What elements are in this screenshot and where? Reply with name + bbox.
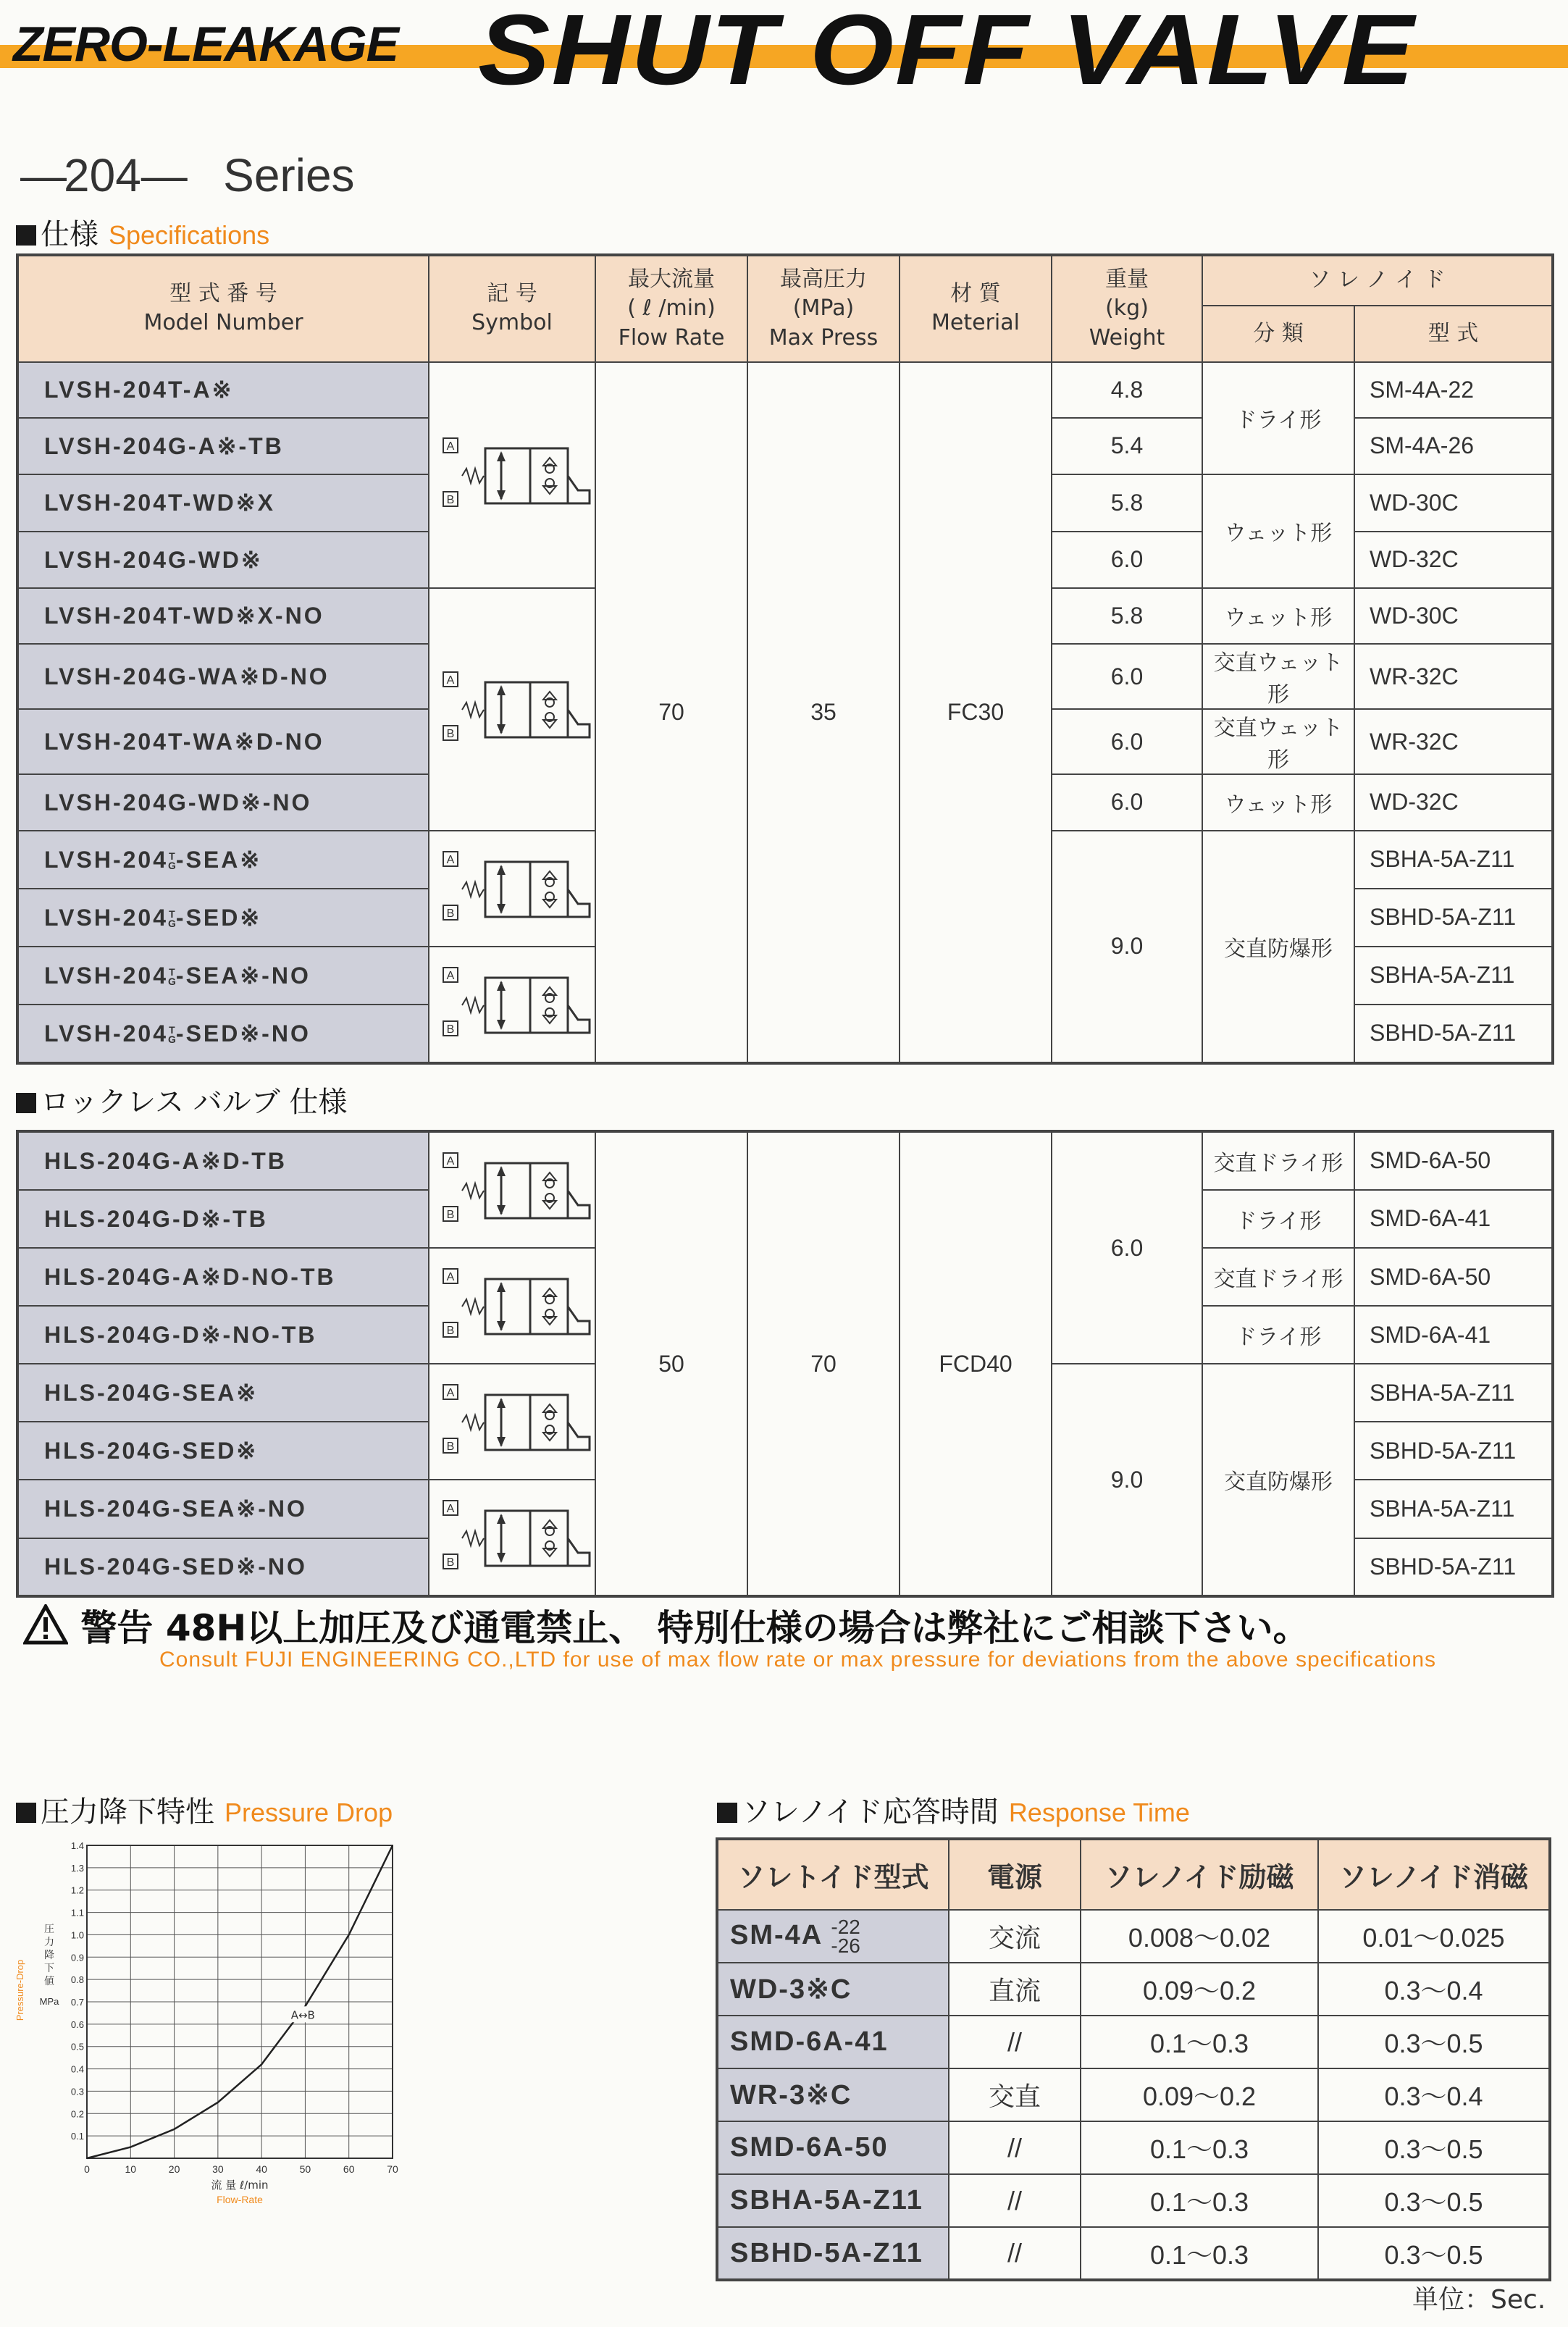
model-cell: LVSH-204G-WD※ xyxy=(17,532,429,588)
series-label: A↔B xyxy=(290,2008,315,2022)
valve-box-1 xyxy=(485,862,530,917)
warning-line: 警告 48H以上加圧及び通電禁止、 特別仕様の場合は弊社にご相談下さい。 xyxy=(23,1599,1309,1651)
weight-cell: 5.8 xyxy=(1052,588,1202,645)
resp-on-cell: 0.1〜0.3 xyxy=(1081,2227,1318,2280)
resp-off-cell: 0.3〜0.4 xyxy=(1318,2068,1550,2121)
arrow-down-icon xyxy=(497,1020,506,1030)
valve-box-2 xyxy=(530,1395,568,1450)
valve-box-1 xyxy=(485,1395,530,1450)
model-cell: HLS-204G-D※-TB xyxy=(17,1190,429,1249)
y-tick-label: 1.2 xyxy=(70,1884,84,1896)
model-cell: HLS-204G-A※D-TB xyxy=(17,1131,429,1190)
weight-cell: 6.0 xyxy=(1052,709,1202,774)
valve-symbol xyxy=(429,362,595,588)
y-axis-label-jp: 圧 xyxy=(44,1924,54,1935)
resp-model-cell: SMD-6A-50 xyxy=(717,2121,949,2174)
arrow-up-icon xyxy=(497,865,506,875)
press-value: 35 xyxy=(747,362,900,1063)
valve-symbol-graphic xyxy=(443,1385,590,1453)
resp-off-cell: 0.3〜0.5 xyxy=(1318,2227,1550,2280)
valve-box-1 xyxy=(485,448,530,503)
y-tick-label: 1.3 xyxy=(70,1862,84,1874)
valve-box-2 xyxy=(530,682,568,737)
spring-icon xyxy=(462,1299,484,1314)
valve-box-2 xyxy=(530,862,568,917)
solenoid-icon xyxy=(568,889,590,917)
port-b-label: B xyxy=(446,1209,455,1221)
model-cell: HLS-204G-SED※-NO xyxy=(17,1538,429,1597)
y-tick-label: 0.5 xyxy=(70,2041,84,2053)
y-tick-label: 0.3 xyxy=(70,2086,84,2097)
resp-model-cell: SM-4A -22 -26 xyxy=(717,1910,949,1963)
port-b-label: B xyxy=(446,1556,455,1569)
material-value: FCD40 xyxy=(900,1131,1052,1596)
y-axis-label-jp: 降 xyxy=(44,1950,54,1961)
weight-cell: 6.0 xyxy=(1052,774,1202,831)
port-a-label: A xyxy=(446,674,455,687)
solenoid-icon xyxy=(568,1422,590,1450)
solenoid-icon xyxy=(568,1538,590,1566)
arrow-down-icon xyxy=(497,490,506,500)
model-cell: HLS-204G-SED※ xyxy=(17,1422,429,1480)
type-cell: SMD-6A-50 xyxy=(1354,1248,1553,1306)
type-cell: SBHD-5A-Z11 xyxy=(1354,889,1553,947)
type-cell: WD-32C xyxy=(1354,774,1553,831)
class-cell: ウェット形 xyxy=(1202,774,1354,831)
y-axis-label-jp: 下 xyxy=(44,1963,54,1974)
port-b-label: B xyxy=(446,1441,455,1453)
valve-symbol xyxy=(429,831,595,947)
resp-model-cell: SBHD-5A-Z11 xyxy=(717,2227,949,2280)
resp-on-cell: 0.1〜0.3 xyxy=(1081,2016,1318,2068)
class-cell: ドライ形 xyxy=(1202,1190,1354,1249)
type-cell: WD-32C xyxy=(1354,532,1553,588)
arrow-up-icon xyxy=(497,1398,506,1408)
valve-symbol xyxy=(429,1131,595,1248)
type-cell: SBHA-5A-Z11 xyxy=(1354,831,1553,889)
type-cell: WD-30C xyxy=(1354,474,1553,532)
model-cell: LVSH-204T-WA※D-NO xyxy=(17,709,429,774)
model-cell: LVSH-204T G-SEA※-NO xyxy=(17,947,429,1005)
warning-english: Consult FUJI ENGINEERING CO.,LTD for use of max flow rate or max pressure for deviations from the above specifications xyxy=(159,1648,1437,1672)
valve-symbol-graphic xyxy=(443,968,590,1036)
resp-off-cell: 0.3〜0.5 xyxy=(1318,2016,1550,2068)
arrow-down-icon xyxy=(497,1321,506,1331)
type-cell: SBHD-5A-Z11 xyxy=(1354,1422,1553,1480)
x-tick-label: 10 xyxy=(125,2163,137,2175)
valve-symbol xyxy=(429,588,595,831)
valve-symbol xyxy=(429,1480,595,1596)
y-tick-label: 0.2 xyxy=(70,2108,84,2120)
resp-col-off: ソレノイド消磁 xyxy=(1318,1839,1550,1910)
y-tick-label: 0.7 xyxy=(70,1997,84,2008)
class-cell: ドライ形 xyxy=(1202,1306,1354,1364)
col-class: 分 類 xyxy=(1202,306,1354,362)
col-flow: 最大流量 ( ℓ /min) Flow Rate xyxy=(595,255,747,362)
lockless-section-title: ロックレス バルブ 仕様 xyxy=(16,1079,347,1120)
valve-symbol xyxy=(429,1364,595,1480)
resp-on-cell: 0.09〜0.2 xyxy=(1081,2068,1318,2121)
resp-power-cell: 直流 xyxy=(949,1963,1081,2016)
y-tick-label: 1.1 xyxy=(70,1907,84,1919)
model-cell: LVSH-204G-WD※-NO xyxy=(17,774,429,831)
class-cell: 交直防爆形 xyxy=(1202,1364,1354,1596)
resp-on-cell: 0.09〜0.2 xyxy=(1081,1963,1318,2016)
resp-off-cell: 0.01〜0.025 xyxy=(1318,1910,1550,1963)
valve-symbol-graphic xyxy=(443,1153,590,1221)
weight-cell: 9.0 xyxy=(1052,831,1202,1063)
y-unit-label: MPa xyxy=(39,1996,59,2007)
y-tick-label: 0.8 xyxy=(70,1974,84,1986)
type-cell: SBHA-5A-Z11 xyxy=(1354,947,1553,1005)
y-tick-label: 1.0 xyxy=(70,1929,84,1941)
port-a-label: A xyxy=(446,1271,455,1283)
model-cell: LVSH-204G-WA※D-NO xyxy=(17,644,429,709)
flow-value: 70 xyxy=(595,362,747,1063)
response-section-title: ソレノイド応答時間 Response Time xyxy=(717,1789,1190,1830)
type-cell: SBHD-5A-Z11 xyxy=(1354,1005,1553,1063)
resp-col-on: ソレノイド励磁 xyxy=(1081,1839,1318,1910)
response-table xyxy=(716,1837,1551,2281)
model-cell: LVSH-204G-A※-TB xyxy=(17,418,429,474)
arrow-up-icon xyxy=(497,685,506,695)
class-cell: ウェット形 xyxy=(1202,474,1354,588)
col-press: 最高圧力 (MPa) Max Press xyxy=(747,255,900,362)
port-a-label: A xyxy=(446,440,455,453)
model-cell: LVSH-204T G-SEA※ xyxy=(17,831,429,889)
valve-box-1 xyxy=(485,1511,530,1566)
x-axis-label: Flow-Rate xyxy=(217,2194,263,2205)
resp-power-cell: // xyxy=(949,2121,1081,2174)
x-tick-label: 60 xyxy=(343,2163,355,2175)
type-cell: SBHA-5A-Z11 xyxy=(1354,1480,1553,1538)
x-axis-label-jp: 流 量 ℓ/min xyxy=(211,2179,269,2192)
class-cell: 交直ウェット形 xyxy=(1202,709,1354,774)
port-b-label: B xyxy=(446,1325,455,1337)
valve-box-2 xyxy=(530,978,568,1033)
col-material: 材 質 Meterial xyxy=(900,255,1052,362)
model-cell: HLS-204G-SEA※ xyxy=(17,1364,429,1422)
material-value: FC30 xyxy=(900,362,1052,1063)
type-cell: SMD-6A-41 xyxy=(1354,1306,1553,1364)
port-b-label: B xyxy=(446,907,455,920)
y-tick-label: 0.9 xyxy=(70,1952,84,1963)
arrow-down-icon xyxy=(497,904,506,914)
solenoid-icon xyxy=(568,1005,590,1033)
y-tick-label: 1.4 xyxy=(70,1840,84,1851)
arrow-down-icon xyxy=(497,724,506,734)
type-cell: SBHA-5A-Z11 xyxy=(1354,1364,1553,1422)
model-cell: HLS-204G-SEA※-NO xyxy=(17,1480,429,1538)
type-cell: WR-32C xyxy=(1354,644,1553,709)
model-cell: LVSH-204T-A※ xyxy=(17,362,429,419)
weight-cell: 4.8 xyxy=(1052,362,1202,419)
weight-cell: 5.8 xyxy=(1052,474,1202,532)
lockless-table xyxy=(16,1130,1554,1598)
model-cell: HLS-204G-A※D-NO-TB xyxy=(17,1248,429,1306)
port-b-label: B xyxy=(446,493,455,506)
x-tick-label: 20 xyxy=(168,2163,180,2175)
resp-off-cell: 0.3〜0.5 xyxy=(1318,2174,1550,2227)
valve-box-1 xyxy=(485,1279,530,1334)
class-cell: 交直ウェット形 xyxy=(1202,644,1354,709)
series-title: —204— Series xyxy=(20,149,355,201)
valve-box-2 xyxy=(530,448,568,503)
resp-model-cell: WD-3※C xyxy=(717,1963,949,2016)
arrow-up-icon xyxy=(497,981,506,991)
weight-cell: 6.0 xyxy=(1052,1131,1202,1364)
resp-model-cell: SMD-6A-41 xyxy=(717,2016,949,2068)
resp-power-cell: 交直 xyxy=(949,2068,1081,2121)
solenoid-icon xyxy=(568,476,590,503)
y-tick-label: 0.6 xyxy=(70,2018,84,2030)
port-a-label: A xyxy=(446,969,455,982)
arrow-up-icon xyxy=(497,1282,506,1292)
col-weight: 重量 (kg) Weight xyxy=(1052,255,1202,362)
spring-icon xyxy=(462,998,484,1012)
warning-triangle-icon xyxy=(23,1604,68,1645)
port-a-label: A xyxy=(446,1503,455,1515)
weight-cell: 5.4 xyxy=(1052,418,1202,474)
resp-model-cell: WR-3※C xyxy=(717,2068,949,2121)
type-cell: WD-30C xyxy=(1354,588,1553,645)
arrow-down-icon xyxy=(497,1553,506,1563)
type-cell: SMD-6A-50 xyxy=(1354,1131,1553,1190)
arrow-up-icon xyxy=(497,1166,506,1176)
press-value: 70 xyxy=(747,1131,900,1596)
class-cell: ドライ形 xyxy=(1202,362,1354,474)
resp-model-cell: SBHA-5A-Z11 xyxy=(717,2174,949,2227)
solenoid-icon xyxy=(568,1191,590,1218)
resp-off-cell: 0.3〜0.5 xyxy=(1318,2121,1550,2174)
resp-on-cell: 0.008〜0.02 xyxy=(1081,1910,1318,1963)
weight-cell: 6.0 xyxy=(1052,644,1202,709)
model-cell: LVSH-204T-WD※X xyxy=(17,474,429,532)
port-a-label: A xyxy=(446,853,455,866)
col-type: 型 式 xyxy=(1354,306,1553,362)
y-axis-label-jp: 値 xyxy=(44,1976,54,1987)
spring-icon xyxy=(462,703,484,717)
resp-on-cell: 0.1〜0.3 xyxy=(1081,2121,1318,2174)
weight-cell: 9.0 xyxy=(1052,1364,1202,1596)
resp-power-cell: // xyxy=(949,2174,1081,2227)
type-cell: WR-32C xyxy=(1354,709,1553,774)
resp-on-cell: 0.1〜0.3 xyxy=(1081,2174,1318,2227)
port-b-label: B xyxy=(446,1023,455,1036)
x-tick-label: 50 xyxy=(299,2163,311,2175)
x-tick-label: 70 xyxy=(387,2163,398,2175)
valve-symbol-graphic xyxy=(443,672,590,740)
x-tick-label: 0 xyxy=(84,2163,90,2175)
valve-box-1 xyxy=(485,978,530,1033)
port-a-label: A xyxy=(446,1155,455,1167)
type-cell: SM-4A-26 xyxy=(1354,418,1553,474)
solenoid-icon xyxy=(568,710,590,737)
y-axis-label: Pressure-Drop xyxy=(14,1959,25,2021)
x-tick-label: 40 xyxy=(256,2163,267,2175)
pressure-drop-chart xyxy=(14,1831,420,2207)
valve-box-2 xyxy=(530,1279,568,1334)
resp-off-cell: 0.3〜0.4 xyxy=(1318,1963,1550,2016)
resp-power-cell: 交流 xyxy=(949,1910,1081,1963)
resp-col-power: 電源 xyxy=(949,1839,1081,1910)
model-cell: LVSH-204T-WD※X-NO xyxy=(17,588,429,645)
y-axis-label-jp: 力 xyxy=(44,1937,54,1948)
col-symbol: 記 号 Symbol xyxy=(429,255,595,362)
valve-symbol xyxy=(429,1248,595,1364)
class-cell: 交直ドライ形 xyxy=(1202,1131,1354,1190)
model-cell: HLS-204G-D※-NO-TB xyxy=(17,1306,429,1364)
arrow-down-icon xyxy=(497,1437,506,1447)
weight-cell: 6.0 xyxy=(1052,532,1202,588)
spring-icon xyxy=(462,1531,484,1546)
header-title: SHUT OFF VALVE xyxy=(478,0,1416,106)
arrow-down-icon xyxy=(497,1205,506,1215)
valve-box-2 xyxy=(530,1163,568,1218)
type-cell: SBHD-5A-Z11 xyxy=(1354,1538,1553,1597)
port-a-label: A xyxy=(446,1387,455,1399)
type-cell: SM-4A-22 xyxy=(1354,362,1553,419)
model-cell: LVSH-204T G-SED※-NO xyxy=(17,1005,429,1063)
header-subtitle: ZERO-LEAKAGE xyxy=(13,17,398,72)
valve-symbol-graphic xyxy=(443,852,590,920)
flow-value: 50 xyxy=(595,1131,747,1596)
y-tick-label: 0.1 xyxy=(70,2131,84,2142)
port-b-label: B xyxy=(446,728,455,740)
model-cell: LVSH-204T G-SED※ xyxy=(17,889,429,947)
type-cell: SMD-6A-41 xyxy=(1354,1190,1553,1249)
valve-symbol-graphic xyxy=(443,1501,590,1569)
valve-box-1 xyxy=(485,1163,530,1218)
spec-table xyxy=(16,253,1554,1065)
pressure-section-title: 圧力降下特性 Pressure Drop xyxy=(16,1789,393,1830)
col-solenoid: ソ レ ノ イ ド xyxy=(1202,255,1553,306)
valve-symbol xyxy=(429,947,595,1063)
class-cell: 交直ドライ形 xyxy=(1202,1248,1354,1306)
class-cell: 交直防爆形 xyxy=(1202,831,1354,1063)
valve-box-1 xyxy=(485,682,530,737)
solenoid-icon xyxy=(568,1307,590,1334)
resp-power-cell: // xyxy=(949,2227,1081,2280)
y-tick-label: 0.4 xyxy=(70,2063,84,2075)
valve-symbol-graphic xyxy=(443,438,590,506)
spring-icon xyxy=(462,469,484,483)
class-cell: ウェット形 xyxy=(1202,588,1354,645)
spring-icon xyxy=(462,1183,484,1198)
spec-section-title: 仕様 Specifications xyxy=(16,211,269,253)
unit-label: 単位：Sec. xyxy=(1412,2285,1546,2315)
arrow-up-icon xyxy=(497,1514,506,1524)
spring-icon xyxy=(462,882,484,897)
resp-power-cell: // xyxy=(949,2016,1081,2068)
spring-icon xyxy=(462,1415,484,1430)
x-tick-label: 30 xyxy=(212,2163,224,2175)
valve-box-2 xyxy=(530,1511,568,1566)
resp-col-model: ソレトイド型式 xyxy=(717,1839,949,1910)
arrow-up-icon xyxy=(497,451,506,461)
valve-symbol-graphic xyxy=(443,1269,590,1337)
col-model: 型 式 番 号 Model Number xyxy=(17,255,429,362)
